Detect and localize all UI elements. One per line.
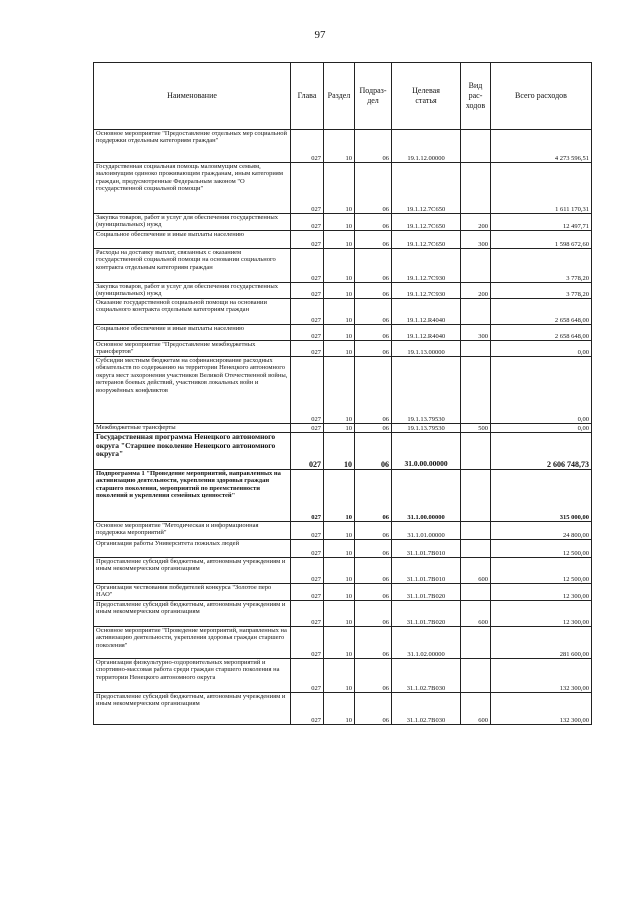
section-cell: 10	[324, 601, 355, 627]
subsection-cell: 06	[355, 424, 392, 433]
subsection-cell: 06	[355, 341, 392, 357]
expense-type-cell	[461, 299, 491, 325]
chapter-cell: 027	[291, 627, 324, 659]
section-cell: 10	[324, 522, 355, 540]
section-cell: 10	[324, 659, 355, 693]
subsection-cell: 06	[355, 130, 392, 163]
subsection-cell: 06	[355, 357, 392, 424]
section-cell: 10	[324, 214, 355, 231]
total-cell: 1 598 672,60	[491, 231, 592, 249]
name-cell: Основное мероприятие "Проведение мероприятий, направленных на активизацию деятельности, укрепления здоровья граждан старшего поколения"	[94, 627, 291, 659]
target-cell: 19.1.13.00000	[392, 341, 461, 357]
chapter-cell: 027	[291, 214, 324, 231]
header-chapter: Глава	[291, 63, 324, 130]
section-cell: 10	[324, 283, 355, 299]
section-cell: 10	[324, 470, 355, 522]
section-cell: 10	[324, 249, 355, 283]
table-row	[94, 214, 592, 231]
chapter-cell: 027	[291, 325, 324, 341]
expense-type-cell	[461, 357, 491, 424]
chapter-cell: 027	[291, 601, 324, 627]
total-cell: 0,00	[491, 357, 592, 424]
name-cell: Расходы на доставку выплат, связанных с оказанием государственной социальной помощи на основании социального контракта отдельным категориям граждан	[94, 249, 291, 283]
subsection-cell: 06	[355, 584, 392, 601]
total-cell: 132 300,00	[491, 693, 592, 725]
name-cell: Социальное обеспечение и иные выплаты населению	[94, 325, 291, 341]
total-cell: 2 658 648,00	[491, 299, 592, 325]
name-cell: Межбюджетные трансферты	[94, 424, 291, 433]
target-cell: 19.1.13.79530	[392, 357, 461, 424]
name-cell: Предоставление субсидий бюджетным, автономным учреждениям и иным некоммерческим организациям	[94, 558, 291, 584]
subsection-cell: 06	[355, 283, 392, 299]
subsection-cell: 06	[355, 558, 392, 584]
name-cell: Оказание государственной социальной помощи на основании социального контракта отдельным категориям граждан	[94, 299, 291, 325]
header-subsection: Подраз- дел	[355, 63, 392, 130]
header-section: Раздел	[324, 63, 355, 130]
name-cell: Закупка товаров, работ и услуг для обеспечения государственных (муниципальных) нужд	[94, 214, 291, 231]
subsection-cell: 06	[355, 659, 392, 693]
section-cell: 10	[324, 627, 355, 659]
subsection-cell: 06	[355, 433, 392, 470]
expense-type-cell: 300	[461, 325, 491, 341]
page-number: 97	[314, 29, 326, 41]
section-cell: 10	[324, 584, 355, 601]
table-row	[94, 540, 592, 558]
header-row	[94, 63, 592, 130]
target-cell: 19.1.12.7С930	[392, 283, 461, 299]
total-cell: 281 600,00	[491, 627, 592, 659]
total-cell: 0,00	[491, 341, 592, 357]
subsection-cell: 06	[355, 470, 392, 522]
expense-type-cell: 600	[461, 558, 491, 584]
target-cell: 31.1.00.00000	[392, 470, 461, 522]
subsection-cell: 06	[355, 601, 392, 627]
chapter-cell: 027	[291, 433, 324, 470]
table-row	[94, 584, 592, 601]
target-cell: 31.1.01.00000	[392, 522, 461, 540]
expense-type-cell: 500	[461, 424, 491, 433]
target-cell: 19.1.12.R4040	[392, 325, 461, 341]
expense-type-cell	[461, 540, 491, 558]
target-cell: 19.1.13.79530	[392, 424, 461, 433]
table-row	[94, 299, 592, 325]
name-cell: Государственная социальная помощь малоимущим семьям, малоимущим одиноко проживающим гражданам, иным категориям граждан, предусмотренные Федеральным законом "О государственной социальной помощи"	[94, 163, 291, 214]
name-cell: Организация чествования победителей конкурса "Золотое перо НАО"	[94, 584, 291, 601]
name-cell: Субсидии местным бюджетам на софинансирование расходных обязательств по содержанию на территории Ненецкого автономного округа мест захоронения участников Великой Отечественной войны, ветеранов боевых действий, участников локальных войн и вооружённых конфликтов	[94, 357, 291, 424]
expense-type-cell	[461, 584, 491, 601]
subsection-cell: 06	[355, 299, 392, 325]
chapter-cell: 027	[291, 341, 324, 357]
section-cell: 10	[324, 433, 355, 470]
subsection-cell: 06	[355, 522, 392, 540]
table-row	[94, 325, 592, 341]
subsection-cell: 06	[355, 540, 392, 558]
expense-type-cell	[461, 522, 491, 540]
table-row	[94, 433, 592, 470]
subsection-cell: 06	[355, 325, 392, 341]
chapter-cell: 027	[291, 163, 324, 214]
chapter-cell: 027	[291, 659, 324, 693]
section-cell: 10	[324, 163, 355, 214]
chapter-cell: 027	[291, 540, 324, 558]
subsection-cell: 06	[355, 231, 392, 249]
total-cell: 24 800,00	[491, 522, 592, 540]
expense-type-cell: 300	[461, 231, 491, 249]
section-cell: 10	[324, 231, 355, 249]
total-cell: 2 606 748,73	[491, 433, 592, 470]
target-cell: 31.1.01.7В020	[392, 584, 461, 601]
chapter-cell: 027	[291, 357, 324, 424]
section-cell: 10	[324, 540, 355, 558]
total-cell: 12 497,71	[491, 214, 592, 231]
chapter-cell: 027	[291, 558, 324, 584]
total-cell: 12 500,00	[491, 558, 592, 584]
target-cell: 19.1.12.7С650	[392, 231, 461, 249]
expense-type-cell	[461, 627, 491, 659]
header-name: Наименование	[94, 63, 291, 130]
name-cell: Организация физкультурно-оздоровительных мероприятий и спортивно-массовая работа среди граждан старшего поколения на территории Ненецкого автономного округа	[94, 659, 291, 693]
total-cell: 1 611 170,31	[491, 163, 592, 214]
chapter-cell: 027	[291, 130, 324, 163]
subsection-cell: 06	[355, 163, 392, 214]
subsection-cell: 06	[355, 627, 392, 659]
table-row	[94, 558, 592, 584]
expense-type-cell: 600	[461, 693, 491, 725]
section-cell: 10	[324, 558, 355, 584]
target-cell: 31.1.02.00000	[392, 627, 461, 659]
expense-type-cell: 200	[461, 283, 491, 299]
name-cell: Государственная программа Ненецкого автономного округа "Старшее поколение Ненецкого автономного округа"	[94, 433, 291, 470]
target-cell: 31.1.01.7В020	[392, 601, 461, 627]
target-cell: 19.1.12.7С930	[392, 249, 461, 283]
total-cell: 4 273 596,51	[491, 130, 592, 163]
table-row	[94, 249, 592, 283]
total-cell: 3 778,20	[491, 283, 592, 299]
chapter-cell: 027	[291, 424, 324, 433]
section-cell: 10	[324, 357, 355, 424]
table-row	[94, 283, 592, 299]
target-cell: 19.1.12.7С650	[392, 214, 461, 231]
subsection-cell: 06	[355, 214, 392, 231]
chapter-cell: 027	[291, 249, 324, 283]
header-total: Всего расходов	[491, 63, 592, 130]
name-cell: Основное мероприятие "Предоставление межбюджетных трансфертов"	[94, 341, 291, 357]
expense-type-cell	[461, 341, 491, 357]
header-type: Вид рас- ходов	[461, 63, 491, 130]
target-cell: 31.1.01.7В010	[392, 540, 461, 558]
total-cell: 12 300,00	[491, 601, 592, 627]
subsection-cell: 06	[355, 249, 392, 283]
name-cell: Организация работы Университета пожилых людей	[94, 540, 291, 558]
total-cell: 0,00	[491, 424, 592, 433]
target-cell: 19.1.12.7С650	[392, 163, 461, 214]
section-cell: 10	[324, 325, 355, 341]
budget-table	[93, 62, 592, 725]
table-row	[94, 627, 592, 659]
section-cell: 10	[324, 341, 355, 357]
expense-type-cell	[461, 130, 491, 163]
total-cell: 2 658 648,00	[491, 325, 592, 341]
total-cell: 315 000,00	[491, 470, 592, 522]
table-row	[94, 231, 592, 249]
chapter-cell: 027	[291, 283, 324, 299]
section-cell: 10	[324, 424, 355, 433]
expense-type-cell	[461, 433, 491, 470]
name-cell: Основное мероприятие "Предоставление отдельных мер социальной поддержки отдельным категориям граждан"	[94, 130, 291, 163]
name-cell: Социальное обеспечение и иные выплаты населению	[94, 231, 291, 249]
header-target: Целевая статья	[392, 63, 461, 130]
target-cell: 31.0.00.00000	[392, 433, 461, 470]
table-row	[94, 341, 592, 357]
expense-type-cell: 600	[461, 601, 491, 627]
expense-type-cell	[461, 163, 491, 214]
chapter-cell: 027	[291, 693, 324, 725]
chapter-cell: 027	[291, 470, 324, 522]
expense-type-cell	[461, 470, 491, 522]
target-cell: 31.1.02.7В030	[392, 693, 461, 725]
section-cell: 10	[324, 130, 355, 163]
expense-type-cell	[461, 659, 491, 693]
target-cell: 19.1.12.R4040	[392, 299, 461, 325]
table-row	[94, 693, 592, 725]
table-row	[94, 659, 592, 693]
section-cell: 10	[324, 693, 355, 725]
total-cell: 12 300,00	[491, 584, 592, 601]
chapter-cell: 027	[291, 584, 324, 601]
table-row	[94, 522, 592, 540]
chapter-cell: 027	[291, 231, 324, 249]
table-row	[94, 130, 592, 163]
name-cell: Предоставление субсидий бюджетным, автономным учреждениям и иным некоммерческим организациям	[94, 601, 291, 627]
total-cell: 12 500,00	[491, 540, 592, 558]
name-cell: Подпрограмма 1 "Проведение мероприятий, направленных на активизацию деятельности, укрепления здоровья граждан старшего поколения, мероприятий по преемственности поколений и укрепления семейных ценностей"	[94, 470, 291, 522]
name-cell: Основное мероприятие "Методическая и информационная поддержка мероприятий"	[94, 522, 291, 540]
table-row	[94, 424, 592, 433]
name-cell: Предоставление субсидий бюджетным, автономным учреждениям и иным некоммерческим организациям	[94, 693, 291, 725]
table-row	[94, 163, 592, 214]
target-cell: 31.1.02.7В030	[392, 659, 461, 693]
table-row	[94, 601, 592, 627]
expense-type-cell	[461, 249, 491, 283]
table-row	[94, 357, 592, 424]
expense-type-cell: 200	[461, 214, 491, 231]
section-cell: 10	[324, 299, 355, 325]
table-row	[94, 470, 592, 522]
total-cell: 3 778,20	[491, 249, 592, 283]
chapter-cell: 027	[291, 299, 324, 325]
chapter-cell: 027	[291, 522, 324, 540]
target-cell: 31.1.01.7В010	[392, 558, 461, 584]
total-cell: 132 300,00	[491, 659, 592, 693]
subsection-cell: 06	[355, 693, 392, 725]
target-cell: 19.1.12.00000	[392, 130, 461, 163]
name-cell: Закупка товаров, работ и услуг для обеспечения государственных (муниципальных) нужд	[94, 283, 291, 299]
